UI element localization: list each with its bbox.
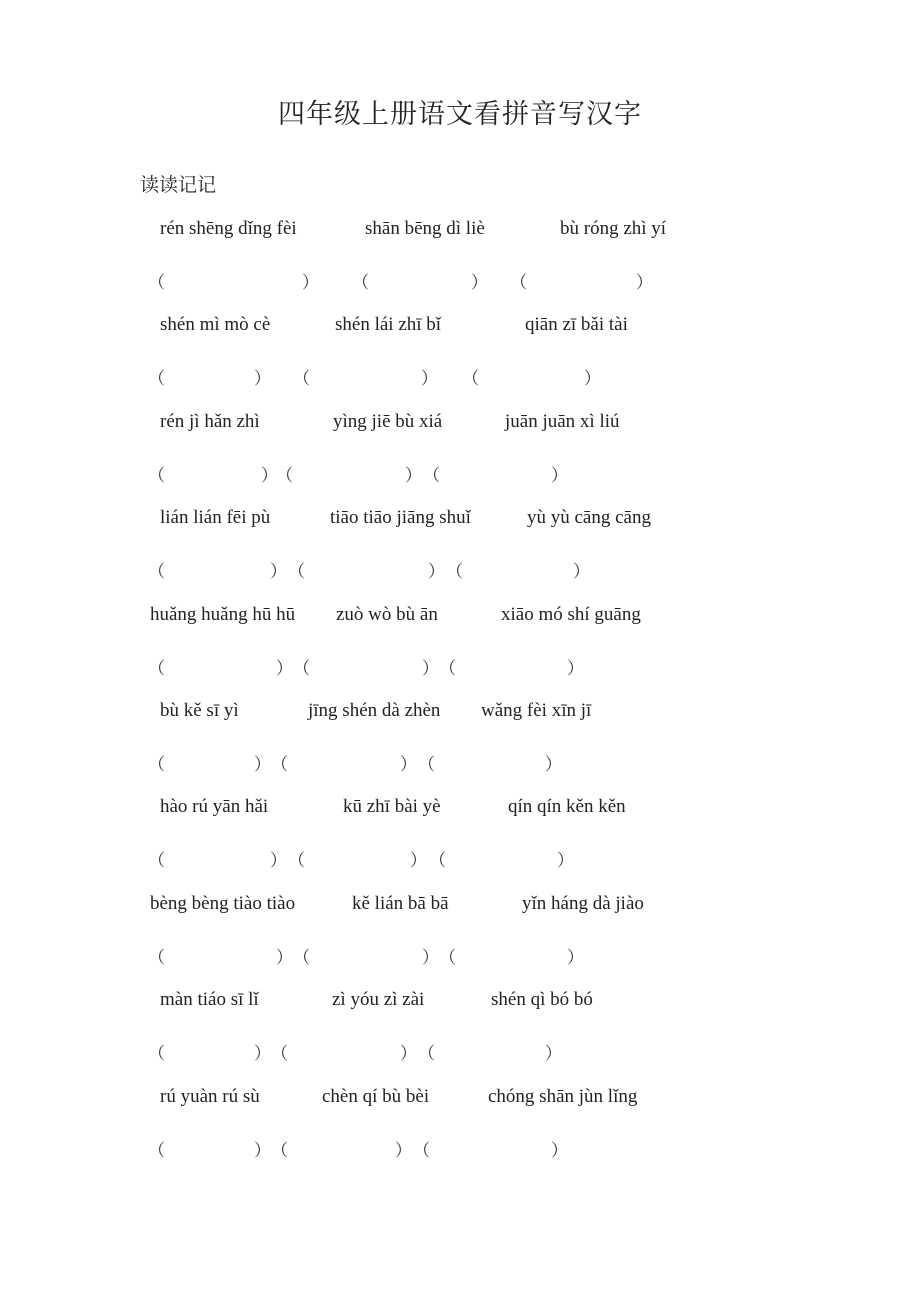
pinyin-prompt: jīng shén dà zhèn (308, 700, 441, 721)
pinyin-prompt: yìng jiē bù xiá (333, 411, 443, 432)
answer-blank-close-paren: ） (422, 948, 439, 967)
answer-blank-open-paren: （ (271, 755, 288, 774)
pinyin-prompt: shén qì bó bó (491, 989, 593, 1010)
answer-blank-close-paren: ） (400, 755, 417, 774)
pinyin-prompt: shān bēng dì liè (365, 218, 485, 239)
section-heading: 读读记记 (140, 174, 217, 196)
answer-blank-close-paren: ） (551, 1141, 568, 1160)
answer-blank-close-paren: ） (471, 273, 488, 292)
answer-blank-close-paren: ） (254, 369, 271, 388)
answer-blank-open-paren: （ (293, 948, 310, 967)
answer-blank-open-paren: （ (439, 948, 456, 967)
answer-blank-close-paren: ） (636, 273, 653, 292)
answer-blank-close-paren: ） (395, 1141, 412, 1160)
answer-blank-close-paren: ） (254, 1044, 271, 1063)
answer-blank-close-paren: ） (551, 466, 568, 485)
answer-blank-open-paren: （ (293, 369, 310, 388)
answer-blank-open-paren: （ (148, 466, 165, 485)
answer-blank-open-paren: （ (352, 273, 369, 292)
answer-blank-close-paren: ） (261, 466, 278, 485)
answer-blank-close-paren: ） (254, 755, 271, 774)
answer-blank-close-paren: ） (545, 755, 562, 774)
pinyin-prompt: hào rú yān hǎi (160, 796, 269, 817)
answer-blank-close-paren: ） (567, 948, 584, 967)
pinyin-prompt: chóng shān jùn lǐng (488, 1086, 638, 1107)
answer-blank-close-paren: ） (421, 369, 438, 388)
pinyin-prompt: kū zhī bài yè (343, 796, 441, 817)
answer-blank-close-paren: ） (400, 1044, 417, 1063)
answer-blank-close-paren: ） (405, 466, 422, 485)
answer-blank-open-paren: （ (276, 466, 293, 485)
pinyin-prompt: chèn qí bù bèi (322, 1086, 430, 1107)
answer-blank-open-paren: （ (418, 755, 435, 774)
pinyin-prompt: shén lái zhī bǐ (335, 314, 442, 335)
answer-blank-close-paren: ） (254, 1141, 271, 1160)
pinyin-prompt: xiāo mó shí guāng (501, 604, 641, 625)
answer-blank-close-paren: ） (270, 851, 287, 870)
answer-blank-open-paren: （ (271, 1141, 288, 1160)
answer-blank-close-paren: ） (545, 1044, 562, 1063)
answer-blank-close-paren: ） (410, 851, 427, 870)
answer-blank-open-paren: （ (148, 851, 165, 870)
answer-blank-open-paren: （ (148, 369, 165, 388)
pinyin-prompt: rén shēng dǐng fèi (160, 218, 297, 239)
answer-blank-close-paren: ） (584, 369, 601, 388)
answer-blank-close-paren: ） (422, 659, 439, 678)
answer-blank-open-paren: （ (423, 466, 440, 485)
answer-blank-open-paren: （ (510, 273, 527, 292)
pinyin-prompt: qín qín kěn kěn (508, 796, 626, 817)
answer-blank-close-paren: ） (276, 659, 293, 678)
pinyin-prompt: zì yóu zì zài (332, 989, 425, 1010)
answer-blank-close-paren: ） (557, 851, 574, 870)
pinyin-prompt: rén jì hǎn zhì (160, 411, 260, 432)
answer-blank-close-paren: ） (302, 273, 319, 292)
answer-blank-open-paren: （ (429, 851, 446, 870)
answer-blank-open-paren: （ (271, 1044, 288, 1063)
answer-blank-open-paren: （ (288, 562, 305, 581)
answer-blank-open-paren: （ (148, 659, 165, 678)
pinyin-prompt: màn tiáo sī lǐ (160, 989, 259, 1010)
pinyin-prompt: zuò wò bù ān (336, 604, 438, 625)
pinyin-prompt: kě lián bā bā (352, 893, 449, 914)
pinyin-prompt: rú yuàn rú sù (160, 1086, 260, 1107)
answer-blank-open-paren: （ (148, 948, 165, 967)
pinyin-prompt: juān juān xì liú (505, 411, 620, 432)
answer-blank-close-paren: ） (573, 562, 590, 581)
pinyin-prompt: qiān zī bǎi tài (525, 314, 628, 335)
pinyin-prompt: bù kě sī yì (160, 700, 239, 721)
pinyin-prompt: bù róng zhì yí (560, 218, 667, 239)
answer-blank-close-paren: ） (270, 562, 287, 581)
answer-blank-open-paren: （ (413, 1141, 430, 1160)
page-title: 四年级上册语文看拼音写汉字 (278, 99, 642, 130)
answer-blank-open-paren: （ (439, 659, 456, 678)
answer-blank-open-paren: （ (148, 1141, 165, 1160)
pinyin-prompt: bèng bèng tiào tiào (150, 893, 296, 914)
answer-blank-open-paren: （ (148, 273, 165, 292)
answer-blank-open-paren: （ (288, 851, 305, 870)
pinyin-prompt: wǎng fèi xīn jī (481, 700, 592, 721)
answer-blank-open-paren: （ (462, 369, 479, 388)
answer-blank-open-paren: （ (148, 755, 165, 774)
pinyin-prompt: huǎng huǎng hū hū (150, 604, 296, 625)
pinyin-prompt: lián lián fēi pù (160, 507, 271, 528)
pinyin-prompt: tiāo tiāo jiāng shuǐ (330, 507, 471, 528)
answer-blank-close-paren: ） (428, 562, 445, 581)
pinyin-prompt: yù yù cāng cāng (527, 507, 651, 528)
answer-blank-close-paren: ） (276, 948, 293, 967)
pinyin-prompt: yǐn háng dà jiào (522, 893, 644, 914)
answer-blank-open-paren: （ (148, 1044, 165, 1063)
answer-blank-open-paren: （ (293, 659, 310, 678)
answer-blank-open-paren: （ (446, 562, 463, 581)
answer-blank-open-paren: （ (418, 1044, 435, 1063)
answer-blank-close-paren: ） (567, 659, 584, 678)
pinyin-prompt: shén mì mò cè (160, 314, 271, 335)
answer-blank-open-paren: （ (148, 562, 165, 581)
